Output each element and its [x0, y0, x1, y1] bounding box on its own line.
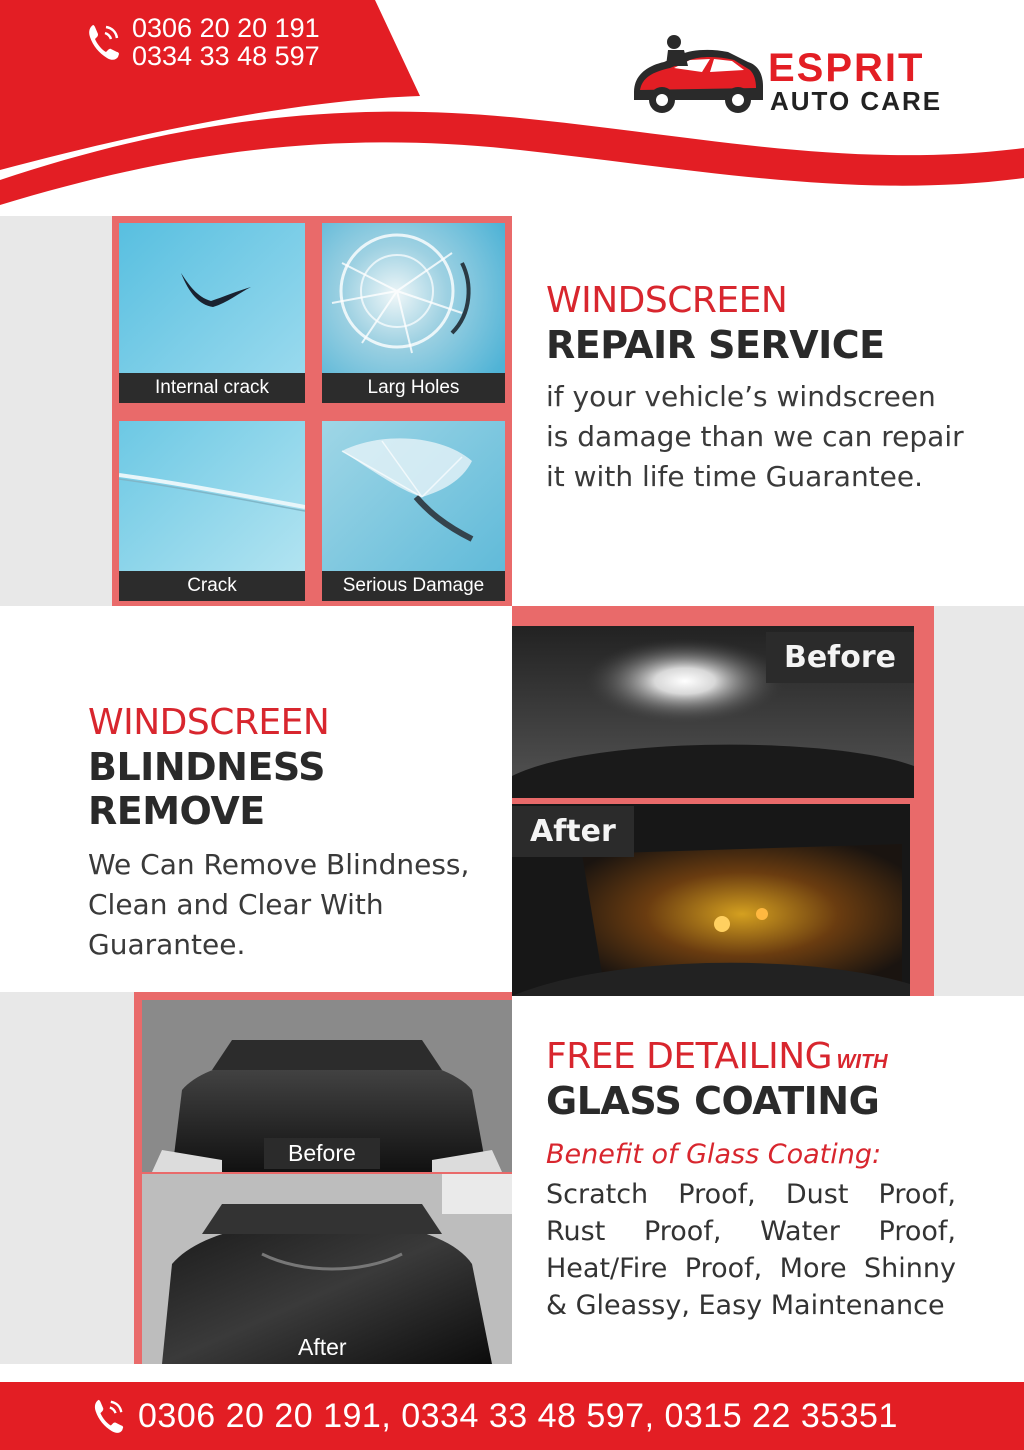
blindness-description: We Can Remove Blindness, Clean and Clear With Guarantee. [88, 848, 470, 961]
header-phone-2: 0334 33 48 597 [132, 41, 320, 71]
repair-text-block [546, 280, 966, 497]
benefit-title: Benefit of Glass Coating: [546, 1139, 882, 1170]
footer-phone-numbers: 0306 20 20 191, 0334 33 48 597, 0315 22 35351 [138, 1396, 898, 1435]
footer-phone-icon [90, 1396, 126, 1436]
logo-subtitle: AUTO CARE [770, 86, 943, 116]
phone-icon [84, 21, 122, 63]
tile-label: Serious Damage [322, 571, 505, 601]
repair-title-bottom: REPAIR SERVICE [546, 323, 885, 367]
repair-photo-grid [112, 216, 512, 606]
tile-crack [119, 421, 305, 601]
car-after-tag: After [298, 1334, 347, 1360]
benefit-body: Scratch Proof, Dust Proof, Rust Proof, Water Proof, Heat/Fire Proof, More Shinny & Gleassy, Easy Maintenance [546, 1179, 956, 1321]
coating-title-with: WITH [836, 1051, 888, 1073]
esprit-logo [630, 32, 950, 122]
repair-gray-band [0, 216, 112, 606]
tile-internal-crack [119, 223, 305, 403]
blindness-gray-band [934, 606, 1024, 996]
blindness-title-top: WINDSCREEN [88, 702, 330, 743]
tile-label: Crack [119, 571, 305, 601]
tile-label: Larg Holes [322, 373, 505, 403]
footer-bar [0, 1382, 1024, 1450]
repair-description: if your vehicle’s windscreen is damage than we can repair it with life time Guarantee. [546, 380, 964, 493]
logo-brand: ESPRIT [768, 46, 925, 90]
after-tag: After [512, 806, 634, 857]
blindness-title-bottom: BLINDNESS REMOVE [88, 745, 325, 833]
coating-gray-band [0, 992, 134, 1364]
repair-title-top: WINDSCREEN [546, 280, 788, 321]
coating-photos [134, 992, 512, 1364]
tile-large-holes [322, 223, 505, 403]
coating-text-block [546, 1036, 956, 1324]
blindness-text-block [88, 702, 508, 965]
before-tag: Before [766, 632, 914, 683]
tile-label: Internal crack [119, 373, 305, 403]
blindness-photos [512, 606, 934, 996]
tile-serious-damage [322, 421, 505, 601]
coating-title-bottom: GLASS COATING [546, 1079, 880, 1123]
car-logo-icon [630, 32, 766, 118]
car-before-tag: Before [264, 1138, 380, 1169]
coating-title-top: FREE DETAILING [546, 1036, 833, 1077]
header-phone-1: 0306 20 20 191 [132, 13, 320, 43]
header-phone-block [84, 14, 320, 70]
